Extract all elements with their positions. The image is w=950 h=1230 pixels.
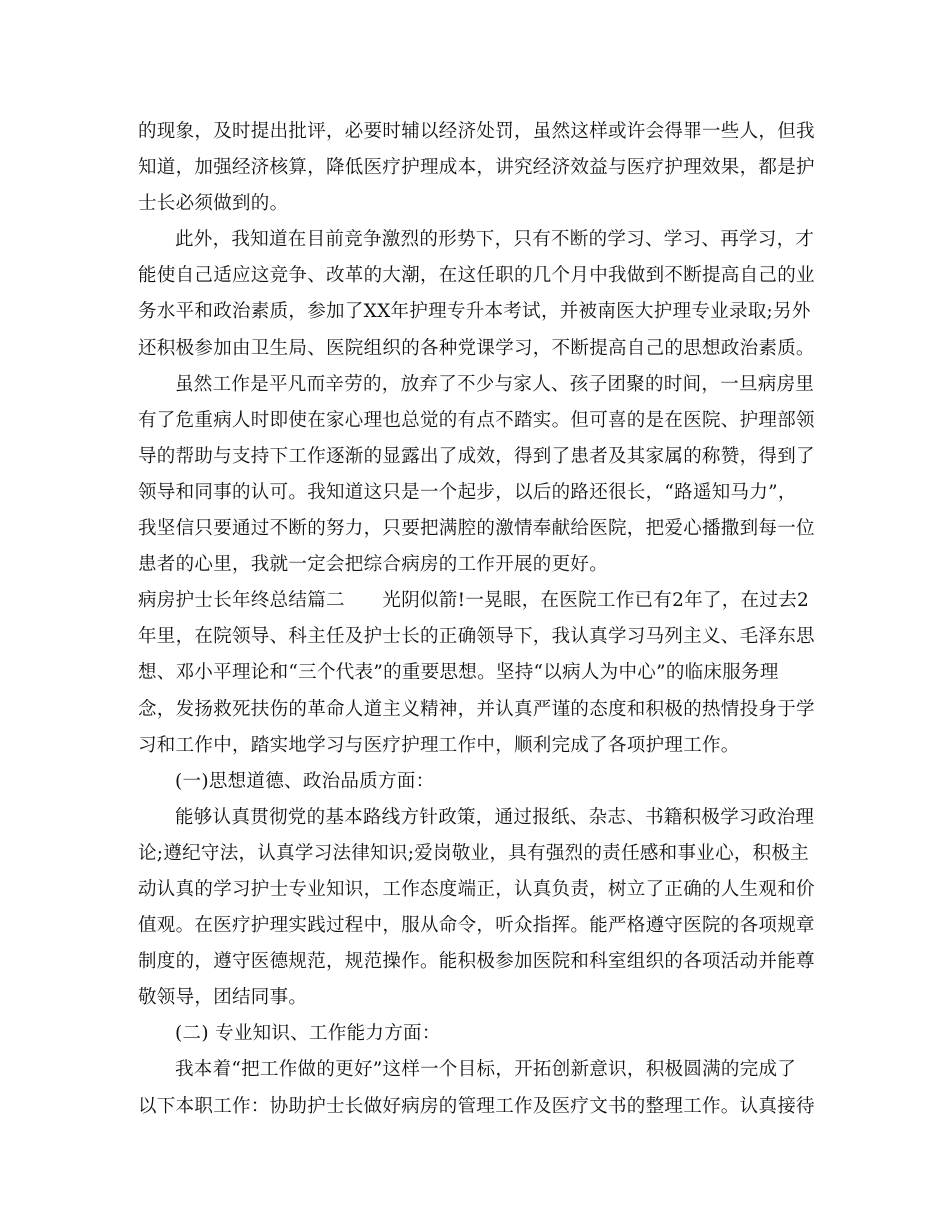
paragraph-first-line: 此外，我知道在目前竞争激烈的形势下，只有不断的学习、学习、再学习，才 — [175, 229, 815, 251]
text-line: 务水平和政治素质，参加了XX年护理专升本考试，并被南医大护理专业录取;另外 — [138, 301, 811, 323]
subsection-heading: (一)思想道德、政治品质方面： — [175, 770, 435, 792]
text-line: 值观。在医疗护理实践过程中，服从命令，听众指挥。能严格遵守医院的各项规章 — [138, 915, 815, 937]
text-line: 导的帮助与支持下工作逐渐的显露出了成效，得到了患者及其家属的称赞，得到了 — [138, 445, 815, 467]
text-line: 的现象，及时提出批评，必要时辅以经济处罚，虽然这样或许会得罪一些人，但我 — [138, 121, 815, 142]
text-line: 动认真的学习护士专业知识，工作态度端正，认真负责，树立了正确的人生观和价 — [138, 878, 815, 900]
document-body — [138, 114, 814, 1125]
text-line: 有了危重病人时即使在家心理也总觉的有点不踏实。但可喜的是在医院、护理部领 — [138, 409, 815, 431]
paragraph-first-line: 我本着“把工作做的更好”这样一个目标，开拓创新意识，积极圆满的完成了 — [175, 1059, 797, 1081]
paragraph-first-line: 虽然工作是平凡而辛劳的，放弃了不少与家人、孩子团聚的时间，一旦病房里 — [175, 373, 815, 395]
paragraph-first-line: 能够认真贯彻党的基本路线方针政策，通过报纸、杂志、书籍积极学习政治理 — [175, 806, 815, 828]
text-line: 还积极参加由卫生局、医院组织的各种党课学习，不断提高自己的思想政治素质。 — [138, 337, 815, 359]
text-line: 想、邓小平理论和“三个代表”的重要思想。坚持“以病人为中心”的临床服务理 — [138, 662, 779, 684]
subsection-heading: (二) 专业知识、工作能力方面： — [175, 1023, 441, 1045]
text-line: 念，发扬救死扶伤的革命人道主义精神，并认真严谨的态度和积极的热情投身于学 — [138, 698, 815, 720]
text-line: 知道，加强经济核算，降低医疗护理成本，讲究经济效益与医疗护理效果，都是护 — [138, 157, 815, 179]
text-line: 论;遵纪守法，认真学习法律知识;爱岗敬业，具有强烈的责任感和事业心，积极主 — [138, 842, 810, 864]
text-line: 士长必须做到的。 — [138, 193, 289, 215]
text-line: 能使自己适应这竞争、改革的大潮，在这任职的几个月中我做到不断提高自己的业 — [138, 265, 815, 287]
text-line: 以下本职工作：协助护士长做好病房的管理工作及医疗文书的整理工作。认真接待 — [138, 1095, 815, 1117]
text-line: 领导和同事的认可。我知道这只是一个起步，以后的路还很长，“路遥知马力”， — [138, 481, 797, 503]
text-line: 习和工作中，踏实地学习与医疗护理工作中，顺利完成了各项护理工作。 — [138, 734, 740, 756]
section-heading-line: 病房护士长年终总结篇二 光阴似箭!一晃眼，在医院工作已有2年了，在过去2 — [138, 590, 810, 612]
text-line: 我坚信只要通过不断的努力，只要把满腔的激情奉献给医院，把爱心播撒到每一位 — [138, 518, 815, 540]
text-line: 患者的心里，我就一定会把综合病房的工作开展的更好。 — [138, 554, 609, 576]
text-line: 制度的，遵守医德规范，规范操作。能积极参加医院和科室组织的各项活动并能尊 — [138, 951, 815, 973]
text-line: 敬领导，团结同事。 — [138, 987, 308, 1009]
text-line: 年里，在院领导、科主任及护士长的正确领导下，我认真学习马列主义、毛泽东思 — [138, 626, 815, 648]
